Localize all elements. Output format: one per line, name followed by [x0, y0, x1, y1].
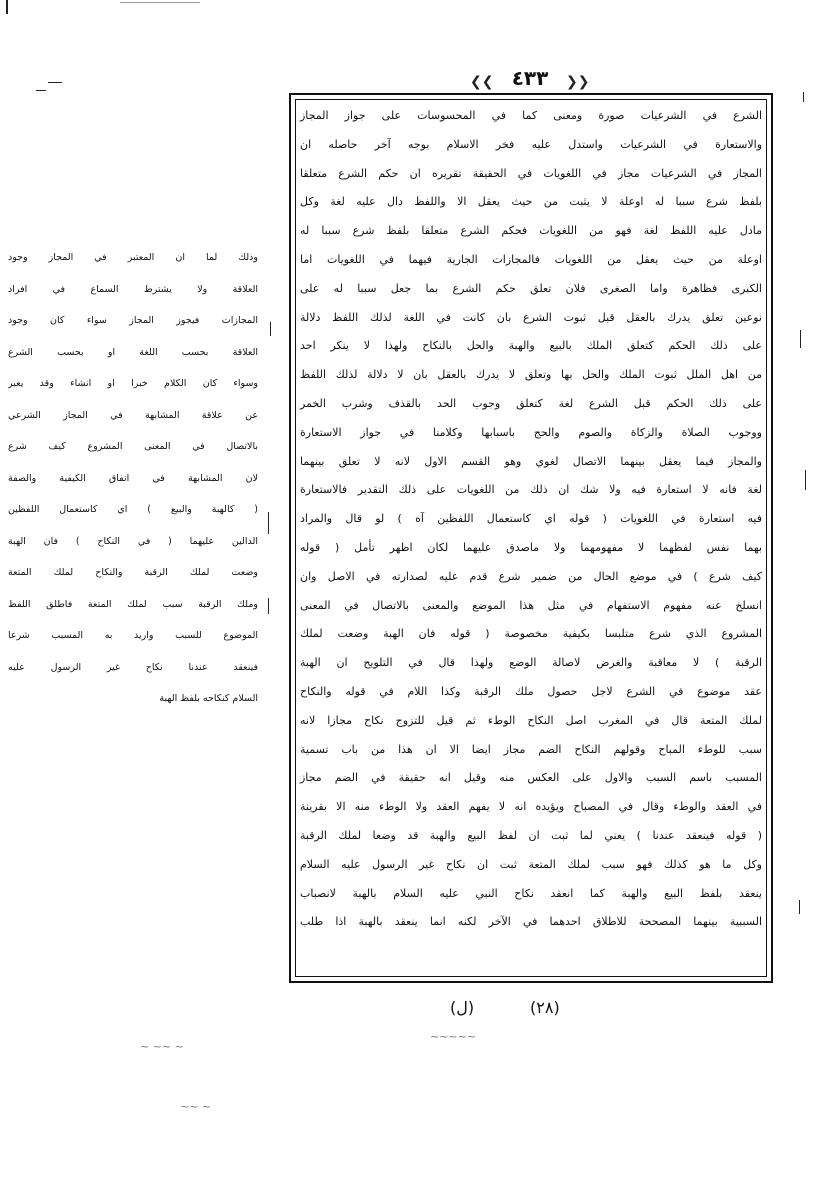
main-text-line: المشروع الذي شرع متلبسا بكيفية مخصوصة ( قوله فان الهبة وضعت لملك: [300, 627, 762, 641]
margin-text-line: لان المشابهة في اتفاق الكيفية والصفة: [8, 472, 258, 484]
main-text-line: المسبب باسم السبب والاول على العكس منه وقيل انه حقيقة في الضم مجاز: [300, 771, 762, 785]
scan-mark: [270, 322, 271, 336]
main-text-line: ينعقد بلفظ البيع والهبة كما انعقد نكاح النبي عليه السلام بالهبة لانصباب: [300, 886, 762, 900]
scan-mark: [36, 90, 46, 91]
main-text-line: في العقد والوطء وقال في المصباح ويؤيده انه لا يفهم العقد ولا الوطء منه الا بقرينة: [300, 800, 762, 814]
main-text-line: اوعلة من حيث يعقل من اللغويات فالمجازات الجارية فيهما في اللغويات اما: [300, 252, 762, 266]
main-text-line: المجاز في الشرعيات مجاز في اللغويات في الحقيقة تقريره ان حكم الشرع متعلقا: [300, 166, 762, 180]
scan-mark: [268, 512, 269, 534]
main-text-line: نوعين تعلق يدرك بالعقل قبل ثبوت الشرع بان كانت في اللغة لذلك اللفظ دلالة: [300, 310, 762, 324]
main-text-line: ووجوب الصلاة والزكاة والصوم والحج باسبابها وكلامنا في جواز الاستعارة: [300, 425, 762, 439]
margin-text-line: وذلك لما ان المعتبر في المجاز وجود: [8, 252, 258, 263]
main-text-line: انسلخ عنه مفهوم الاستفهام في مثل هذا الموضع والمعنى بالاتصال في المعنى: [300, 598, 762, 612]
scan-mark: [268, 598, 269, 614]
main-text-line: والمجاز فيما يعقل بينهما الاتصال لغوي وهو القسم الاول لانه لا تعلق بينهما: [300, 454, 762, 468]
scan-mark: [799, 900, 800, 914]
margin-text-line: الموضوع للسبب واريد به المسبب شرعا: [8, 630, 258, 641]
scan-mark: [48, 82, 62, 83]
margin-text-line: ( كالهبة والبيع ) اي كاستعمال اللفظين: [8, 504, 258, 515]
scan-mark: [120, 2, 200, 3]
main-text-line: على ذلك الحكم كتعلق الملك بالبيع والهبة والحل بالنكاح ولهذا لا ينكر احد: [300, 339, 762, 353]
margin-text-line: العلاقة ولا يشترط السماع في افراد: [8, 283, 258, 295]
scan-mark: [803, 92, 804, 102]
header-ornament-left: ❮❮: [470, 74, 494, 90]
main-text-line: الشرع في الشرعيات صورة ومعنى كما في المحسوسات على جواز المجاز: [300, 109, 762, 122]
main-text-line: عقد موضوع في الشرع لاجل حصول ملك الرقبة وكذا اللام في قوله والنكاح: [300, 684, 762, 698]
main-text-line: كيف شرع ) في موضع الحال من ضمير شرع قدم عليه لصدارته في الاصل وان: [300, 569, 762, 583]
margin-text-line: وملك الرقبة سبب لملك المتعة فاطلق اللفظ: [8, 598, 258, 610]
margin-gloss-text: [8, 242, 258, 732]
margin-text-line: السلام كنكاحه بلفظ الهبة: [159, 693, 258, 704]
margin-text-line: المجازات فيجوز المجاز سواء كان وجود: [8, 315, 258, 326]
scan-mark: [800, 330, 801, 348]
main-text-line: على ذلك الحكم قبل الشرع لغة كتعلق وجوب الحد بالقذف وشرب الخمر: [300, 396, 762, 410]
scan-smudge: ~~ ~: [180, 1100, 212, 1113]
main-text-line: والاستعارة في الشرعيات واستدل عليه فخر الاسلام بوجه آخر حاصله ان: [300, 137, 762, 151]
main-text-line: فيه استعارة في اللغويات ( قوله اي كاستعمال اللفظين آه ) لو قال والمراد: [300, 512, 762, 526]
scan-mark: [6, 0, 8, 14]
margin-text-line: العلاقة بحسب اللغة او بحسب الشرع: [8, 346, 258, 358]
header-ornament-right: ❯❯: [566, 74, 590, 90]
footer-marker-number: (٢٨): [530, 998, 560, 1017]
main-text-line: السببية بينهما المصححة للاطلاق احدهما في الآخر لكنه انما ينعقد بالهبة اذا طلب: [300, 915, 762, 929]
page-number: ٤٣٣: [511, 66, 549, 90]
margin-text-line: بالاتصال في المعنى المشروع كيف شرع: [8, 441, 258, 452]
footer-marker-letter: (ل): [450, 998, 475, 1017]
margin-text-line: عن علاقة المشابهة في المجاز الشرعي: [8, 409, 258, 421]
main-text-line: من اهل الملل ثبوت الملك والحل بها وتعلق لا يدرك بالعقل بان لا دلالة لذلك اللفظ: [300, 368, 762, 382]
main-text-line: بهما نفس لفظهما لا مفهومهما ولا ماصدق عليهما لكان اظهر تأمل ( قوله: [300, 540, 762, 554]
margin-text-line: وضعت لملك الرقبة والنكاح لملك المتعة: [8, 567, 258, 578]
main-text-line: لملك المتعة قال في المغرب اصل النكاح الوطء ثم قيل للتزوج نكاح مجازا لانه: [300, 713, 762, 727]
main-text-line: مادل عليه اللفظ لغة فهو من اللغويات فحكم الشرع متعلقا بلفظ شرع سببا له: [300, 224, 762, 238]
scan-smudge: ~~~~~: [430, 1030, 477, 1043]
main-commentary-text: [294, 102, 768, 978]
scan-mark: [805, 470, 806, 490]
margin-text-line: الدالين عليهما ( في النكاح ) فان الهبة: [8, 535, 258, 547]
main-text-line: سبب للوطء المباح وقولهم النكاح الضم مجاز ايضا الا ان هذا من باب تسمية: [300, 742, 762, 756]
main-text-line: وكل ما هو كذلك فهو سبب لملك المتعة ثبت ان نكاح غير الرسول عليه السلام: [300, 857, 762, 871]
scan-smudge: ~ ~~ ~: [140, 1040, 184, 1053]
main-text-line: لغة فانه لا استعارة فيه ولا شك ان ذلك من اللغويات على ذلك التقدير فالاستعارة: [300, 483, 762, 497]
margin-text-line: وسواء كان الكلام خبرا او انشاء وقد يعبر: [8, 378, 258, 389]
main-text-line: بلفظ شرع سببا له اوعلة لا يثبت من حيث يعقل الا واللفظ دال عليه لغة وكل: [300, 195, 762, 209]
margin-text-line: فينعقد عندنا نكاح غير الرسول عليه: [8, 661, 258, 673]
main-text-line: الرقبة ) لا معاقبة والغرض لاصالة الوضع ولهذا قال في التلويح ان الهبة: [300, 656, 762, 670]
main-text-line: ( قوله فينعقد عندنا ) يعني لما ثبت ان لفظ البيع والهبة قد وضعا لملك الرقبة: [300, 828, 762, 842]
main-text-line: الكبرى فظاهرة واما الصغرى فلان تعلق حكم الشرع بما جعل سببا له على: [300, 281, 762, 295]
